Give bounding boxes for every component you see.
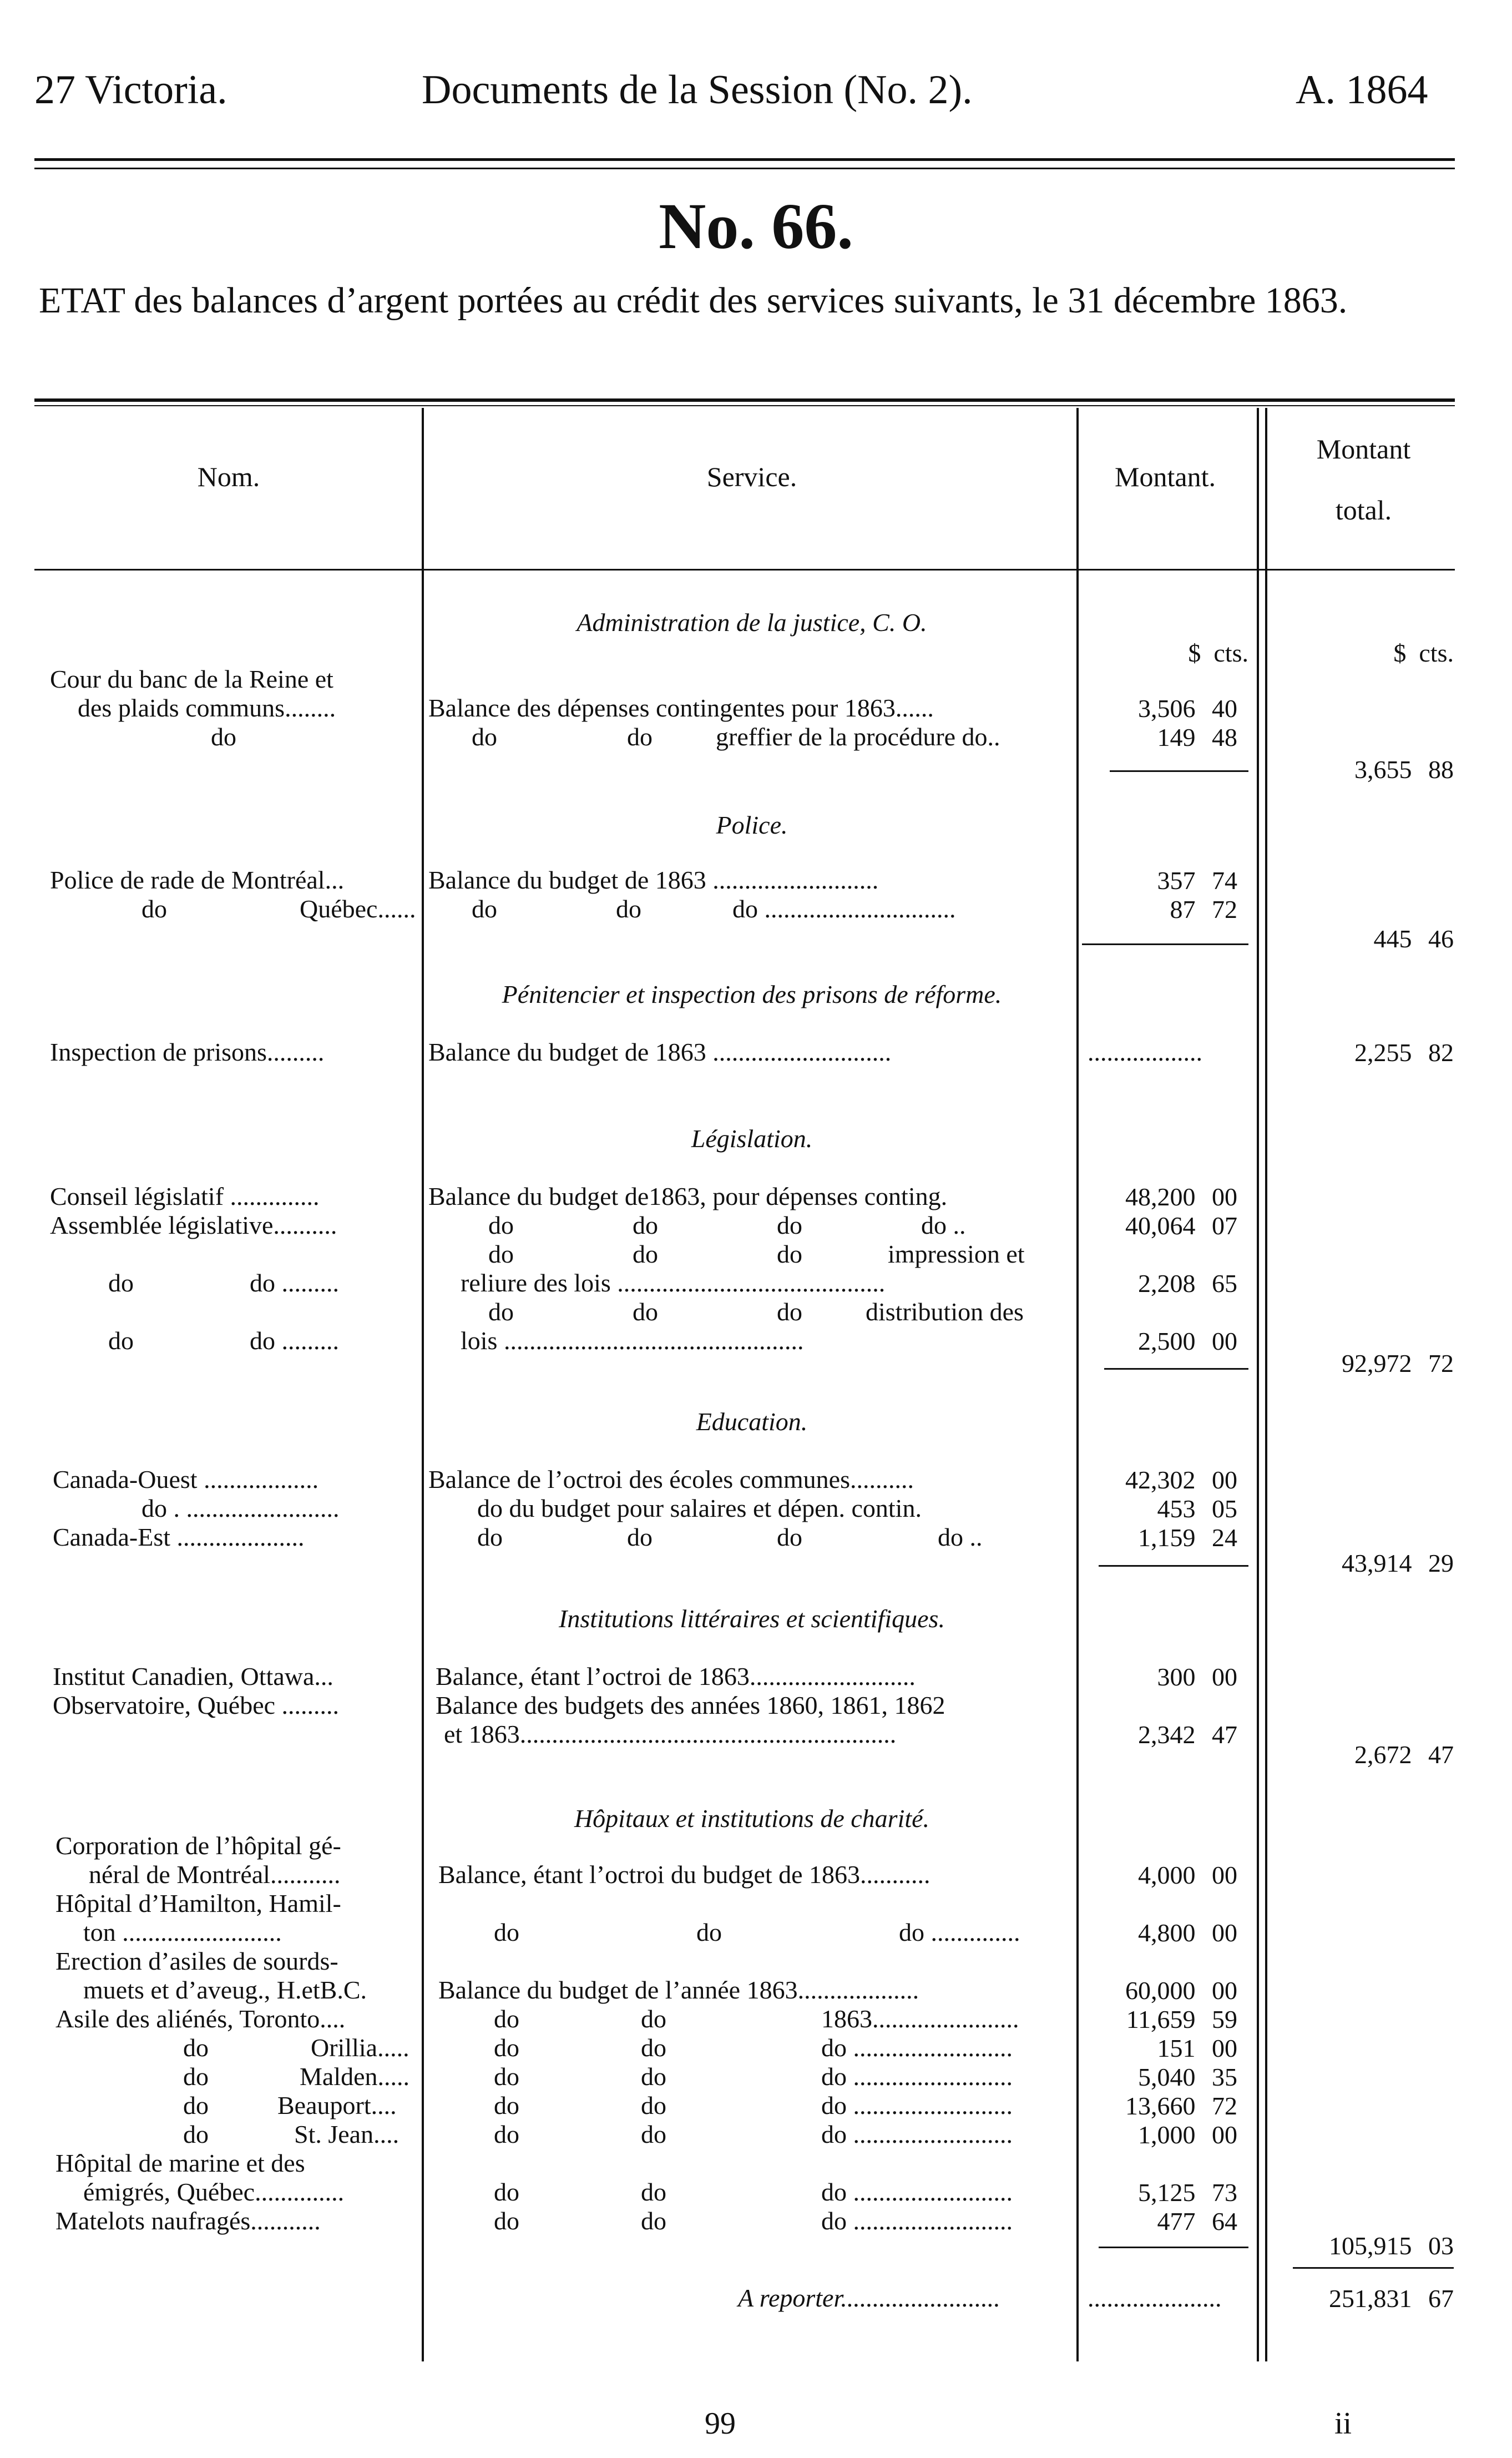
- carry-total: 251,831 67: [1329, 2284, 1454, 2313]
- row-h10-nom: Matelots naufragés...........: [55, 2207, 321, 2235]
- row-j2-s2: do: [627, 723, 653, 751]
- row-l3-s1: do: [488, 1240, 514, 1268]
- running-header-center: Documents de la Session (No. 2).: [422, 67, 973, 113]
- row-h5-nom-b: Orillia.....: [311, 2033, 409, 2062]
- row-p1-nom: Police de rade de Montréal...: [50, 866, 345, 894]
- row-h6-nom-a: do: [183, 2062, 209, 2091]
- row-p2-s1: do: [472, 895, 497, 923]
- row-l4-amount: 2,500 00: [1138, 1327, 1237, 1355]
- row-h5-amount: 151 00: [1157, 2034, 1237, 2062]
- section-legislation: Législation.: [691, 1124, 813, 1153]
- table-rule-top-thin: [34, 405, 1455, 406]
- row-h10-amount: 477 64: [1157, 2207, 1237, 2235]
- rule-j-subtotal: [1110, 770, 1248, 772]
- rule-h-subtotal: [1099, 2247, 1248, 2248]
- row-e3-s4: do ..: [938, 1523, 983, 1551]
- vrule-nom: [422, 408, 424, 2361]
- row-l2-s2: do: [633, 1211, 658, 1239]
- row-h3-service: Balance du budget de l’année 1863...................: [438, 1976, 919, 2004]
- row-h10-s3: do .........................: [821, 2207, 1013, 2235]
- row-j2-s3: greffier de la procédure do..: [716, 723, 1000, 751]
- row-l2-s1: do: [488, 1211, 514, 1239]
- col-total-2: total.: [1335, 494, 1392, 526]
- col-nom: Nom.: [197, 461, 260, 492]
- row-h5-s1: do: [494, 2033, 519, 2062]
- section-hopitaux: Hôpitaux et institutions de charité.: [574, 1804, 930, 1833]
- document-number: No. 66.: [659, 190, 853, 263]
- row-h10-s2: do: [641, 2207, 666, 2235]
- row-l3-s4: impression et: [888, 1240, 1025, 1268]
- row-l2-s3: do: [777, 1211, 802, 1239]
- running-header-left: 27 Victoria.: [34, 67, 227, 113]
- row-l4-s3: do: [777, 1298, 802, 1326]
- row-l4-s4: distribution des: [866, 1298, 1024, 1326]
- table-rule-top: [34, 398, 1455, 402]
- row-h8-nom-b: St. Jean....: [294, 2120, 400, 2148]
- row-h1-service: Balance, étant l’octroi du budget de 1863...........: [438, 1860, 931, 1889]
- row-p1-amount: 357 74: [1157, 866, 1237, 895]
- row-s1-amount: 300 00: [1157, 1663, 1237, 1691]
- col-service: Service.: [706, 461, 797, 492]
- row-h3-nom2: muets et d’aveug., H.etB.C.: [83, 1976, 367, 2004]
- row-i1-service: Balance du budget de 1863 ............................: [428, 1038, 892, 1066]
- row-h2-nom2: ton .........................: [83, 1918, 282, 1946]
- row-h5-nom-a: do: [183, 2033, 209, 2062]
- header-rule-top: [34, 158, 1455, 161]
- row-j1-nom: Cour du banc de la Reine et: [50, 665, 333, 693]
- row-h9-s3: do .........................: [821, 2178, 1013, 2206]
- row-j2-s1: do: [472, 723, 497, 751]
- row-h2-nom: Hôpital d’Hamilton, Hamil-: [55, 1889, 341, 1917]
- row-h10-s1: do: [494, 2207, 519, 2235]
- row-p2-s3: do ..............................: [732, 895, 956, 923]
- table-rule-header: [34, 569, 1455, 571]
- row-e3-s2: do: [627, 1523, 653, 1551]
- row-e1-service: Balance de l’octroi des écoles communes..........: [428, 1465, 914, 1493]
- total-penitencier: 2,255 82: [1354, 1038, 1454, 1067]
- row-h7-s2: do: [641, 2091, 666, 2119]
- row-h8-s3: do .........................: [821, 2120, 1013, 2148]
- row-h2-s2: do: [696, 1918, 722, 1946]
- row-i1-nom: Inspection de prisons.........: [50, 1038, 325, 1066]
- vrule-montant-a: [1257, 408, 1259, 2361]
- row-e1-nom: Canada-Ouest ..................: [53, 1465, 319, 1493]
- row-l4-nom-b: do .........: [250, 1326, 339, 1355]
- carry-montant: .....................: [1088, 2284, 1222, 2312]
- row-h6-nom-b: Malden.....: [300, 2062, 410, 2091]
- row-e3-amount: 1,159 24: [1138, 1523, 1237, 1552]
- row-j1-service: Balance des dépenses contingentes pour 1863......: [428, 694, 934, 722]
- row-h4-nom: Asile des aliénés, Toronto....: [55, 2005, 346, 2033]
- row-h6-s1: do: [494, 2062, 519, 2091]
- row-h6-s3: do .........................: [821, 2062, 1013, 2091]
- row-h7-s1: do: [494, 2091, 519, 2119]
- row-l3-s2: do: [633, 1240, 658, 1268]
- col-montant: Montant.: [1115, 461, 1216, 492]
- row-h4-s1: do: [494, 2005, 519, 2033]
- row-h2-amount: 4,800 00: [1138, 1919, 1237, 1947]
- row-h9-nom2: émigrés, Québec..............: [83, 2178, 345, 2206]
- row-h7-s3: do .........................: [821, 2091, 1013, 2119]
- row-h3-amount: 60,000 00: [1125, 1976, 1237, 2005]
- row-h9-s2: do: [641, 2178, 666, 2206]
- row-h6-amount: 5,040 35: [1138, 2063, 1237, 2091]
- row-h4-amount: 11,659 59: [1126, 2005, 1237, 2033]
- row-l2-s4: do ..: [921, 1211, 966, 1239]
- row-l3-nom-a: do: [108, 1269, 134, 1297]
- row-e3-s3: do: [777, 1523, 802, 1551]
- row-l3-s3: do: [777, 1240, 802, 1268]
- units-total: $ cts.: [1393, 639, 1454, 667]
- row-j2-amount: 149 48: [1157, 723, 1237, 751]
- row-e3-nom: Canada-Est ....................: [53, 1523, 305, 1551]
- row-l3-amount: 2,208 65: [1138, 1269, 1237, 1298]
- row-p2-amount: 87 72: [1170, 895, 1237, 923]
- total-legislation: 92,972 72: [1342, 1349, 1454, 1377]
- row-s2-nom: Observatoire, Québec .........: [53, 1691, 340, 1719]
- row-l4-s5: lois ...............................................: [461, 1326, 804, 1355]
- section-police: Police.: [716, 811, 788, 839]
- row-s2-service: Balance des budgets des années 1860, 1861, 1862: [436, 1691, 945, 1719]
- row-h7-nom-a: do: [183, 2091, 209, 2119]
- row-p1-service: Balance du budget de 1863 ..........................: [428, 866, 879, 894]
- rule-carry-top: [1293, 2267, 1454, 2269]
- row-h8-s1: do: [494, 2120, 519, 2148]
- section-institutions: Institutions littéraires et scientifiques.: [559, 1604, 945, 1633]
- row-l4-nom-a: do: [108, 1326, 134, 1355]
- row-e3-s1: do: [477, 1523, 503, 1551]
- header-rule-bottom: [34, 168, 1455, 169]
- row-h8-amount: 1,000 00: [1138, 2121, 1237, 2149]
- row-l1-nom: Conseil législatif ..............: [50, 1182, 320, 1210]
- row-h7-nom-b: Beauport....: [277, 2091, 397, 2119]
- total-police: 445 46: [1373, 925, 1454, 953]
- row-h2-s3: do ..............: [899, 1918, 1020, 1946]
- row-p2-s2: do: [616, 895, 641, 923]
- row-s1-service: Balance, étant l’octroi de 1863..........................: [436, 1662, 916, 1690]
- row-p2-nom-a: do: [141, 895, 167, 923]
- row-l4-s2: do: [633, 1298, 658, 1326]
- row-e2-service: do du budget pour salaires et dépen. contin.: [477, 1494, 922, 1522]
- row-h1-nom2: néral de Montréal...........: [89, 1860, 341, 1889]
- col-total-1: Montant: [1316, 433, 1411, 465]
- running-header-right: A. 1864: [1296, 67, 1428, 113]
- units-montant: $ cts.: [1188, 639, 1248, 667]
- total-institutions: 2,672 47: [1354, 1740, 1454, 1769]
- row-e1-amount: 42,302 00: [1125, 1466, 1237, 1494]
- row-l2-nom: Assemblée législative..........: [50, 1211, 337, 1239]
- rule-l-subtotal: [1104, 1368, 1248, 1370]
- row-h3-nom: Erection d’asiles de sourds-: [55, 1947, 338, 1975]
- row-h2-s1: do: [494, 1918, 519, 1946]
- rule-p-subtotal: [1082, 943, 1248, 945]
- row-h5-s3: do .........................: [821, 2033, 1013, 2062]
- row-i1-montant: ..................: [1088, 1038, 1202, 1066]
- total-justice: 3,655 88: [1354, 755, 1454, 784]
- row-h5-s2: do: [641, 2033, 666, 2062]
- row-e2-amount: 453 05: [1157, 1495, 1237, 1523]
- vrule-montant-b: [1265, 408, 1267, 2361]
- row-h9-s1: do: [494, 2178, 519, 2206]
- row-s1-nom: Institut Canadien, Ottawa...: [53, 1662, 333, 1690]
- row-l2-amount: 40,064 07: [1125, 1212, 1237, 1240]
- section-penitencier: Pénitencier et inspection des prisons de réforme.: [502, 980, 1002, 1008]
- row-p2-nom-b: Québec......: [300, 895, 416, 923]
- row-h7-amount: 13,660 72: [1125, 2092, 1237, 2120]
- total-hopitaux: 105,915 03: [1329, 2232, 1454, 2260]
- row-h9-nom: Hôpital de marine et des: [55, 2149, 305, 2177]
- row-s2-service2: et 1863...........................................................: [444, 1720, 897, 1748]
- row-l4-s1: do: [488, 1298, 514, 1326]
- row-h8-nom-a: do: [183, 2120, 209, 2148]
- row-j1-nom2: des plaids communs........: [78, 694, 336, 722]
- row-h1-nom: Corporation de l’hôpital gé-: [55, 1831, 341, 1860]
- intro-text: ETAT des balances d’argent portées au crédit des services suivants, le 31 décembre 1863.: [39, 280, 1348, 321]
- row-h1-amount: 4,000 00: [1138, 1861, 1237, 1889]
- row-h8-s2: do: [641, 2120, 666, 2148]
- row-l3-s5: reliure des lois ..........................................: [461, 1269, 886, 1297]
- row-h4-s3: 1863.......................: [821, 2005, 1019, 2033]
- row-j1-amount: 3,506 40: [1138, 694, 1237, 723]
- row-l1-amount: 48,200 00: [1125, 1183, 1237, 1211]
- row-h4-s2: do: [641, 2005, 666, 2033]
- row-e2-nom: do . ........................: [141, 1494, 340, 1522]
- row-l3-nom-b: do .........: [250, 1269, 339, 1297]
- row-j2-nom: do: [211, 723, 236, 751]
- vrule-service: [1076, 408, 1079, 2361]
- page-number: 99: [705, 2406, 736, 2441]
- row-s2-amount: 2,342 47: [1138, 1720, 1237, 1749]
- row-l1-service: Balance du budget de1863, pour dépenses conting.: [428, 1182, 948, 1210]
- carry-label: A reporter.........................: [738, 2284, 1000, 2312]
- row-h6-s2: do: [641, 2062, 666, 2091]
- section-education: Education.: [696, 1407, 808, 1436]
- page-roman: ii: [1334, 2406, 1352, 2441]
- row-h9-amount: 5,125 73: [1138, 2178, 1237, 2207]
- total-education: 43,914 29: [1342, 1549, 1454, 1577]
- rule-e-subtotal: [1099, 1565, 1248, 1567]
- section-justice: Administration de la justice, C. O.: [577, 608, 927, 637]
